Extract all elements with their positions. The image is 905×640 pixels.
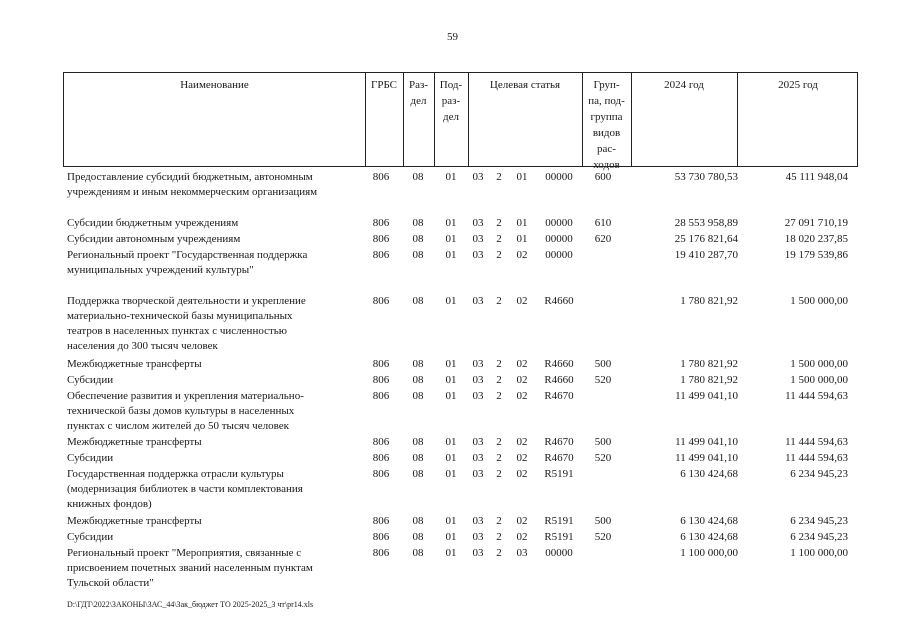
cell-pr: 01: [445, 452, 457, 464]
cell-rz: 08: [412, 390, 424, 402]
cell-vr: 500: [594, 358, 612, 370]
cell-t4: R5191: [544, 515, 574, 527]
cell-vr: 620: [594, 233, 612, 245]
cell-pr: 01: [445, 233, 457, 245]
cell-v2024: 6 130 424,68: [680, 515, 738, 527]
cell-t3: 01: [516, 233, 528, 245]
cell-t1: 03: [472, 547, 484, 559]
header-grbs: ГРБС: [370, 79, 398, 91]
header-razdel: Раз- дел: [408, 79, 428, 107]
cell-t3: 02: [516, 436, 528, 448]
cell-grbs: 806: [372, 233, 390, 245]
cell-t4: R4670: [544, 452, 574, 464]
cell-t2: 2: [496, 295, 502, 307]
cell-pr: 01: [445, 358, 457, 370]
cell-t2: 2: [496, 436, 502, 448]
cell-grbs: 806: [372, 171, 390, 183]
cell-pr: 01: [445, 171, 457, 183]
row-name: Субсидии: [67, 531, 114, 543]
cell-t4: R4670: [544, 436, 574, 448]
cell-rz: 08: [412, 374, 424, 386]
header-target: Целевая статья: [489, 79, 561, 91]
cell-grbs: 806: [372, 468, 390, 480]
cell-t1: 03: [472, 217, 484, 229]
cell-vr: 500: [594, 436, 612, 448]
cell-v2024: 1 780 821,92: [680, 295, 738, 307]
cell-grbs: 806: [372, 390, 390, 402]
cell-v2024: 19 410 287,70: [674, 249, 738, 261]
cell-t1: 03: [472, 233, 484, 245]
cell-t2: 2: [496, 390, 502, 402]
cell-t4: R4660: [544, 358, 574, 370]
cell-rz: 08: [412, 217, 424, 229]
row-name: Государственная поддержка отрасли культуры (модернизация библиотек в части комплектования книжных фондов): [67, 468, 303, 510]
cell-t4: R5191: [544, 468, 574, 480]
cell-t3: 01: [516, 217, 528, 229]
cell-grbs: 806: [372, 452, 390, 464]
cell-t4: R4660: [544, 374, 574, 386]
cell-t4: 00000: [545, 217, 573, 229]
cell-grbs: 806: [372, 436, 390, 448]
cell-t1: 03: [472, 295, 484, 307]
cell-v2025: 11 444 594,63: [785, 390, 848, 402]
cell-t3: 02: [516, 531, 528, 543]
header-2025: 2025 год: [778, 79, 818, 91]
cell-rz: 08: [412, 547, 424, 559]
cell-rz: 08: [412, 233, 424, 245]
cell-t3: 03: [516, 547, 528, 559]
cell-v2024: 11 499 041,10: [675, 452, 738, 464]
row-name: Субсидии бюджетным учреждениям: [67, 217, 239, 229]
row-name: Поддержка творческой деятельности и укрепление материально-технической базы муниципальных театров в населенных пунктах с численностью населения до 300 тысяч человек: [67, 295, 306, 352]
cell-pr: 01: [445, 217, 457, 229]
cell-pr: 01: [445, 547, 457, 559]
cell-t2: 2: [496, 217, 502, 229]
cell-grbs: 806: [372, 295, 390, 307]
cell-t2: 2: [496, 452, 502, 464]
cell-rz: 08: [412, 531, 424, 543]
cell-grbs: 806: [372, 531, 390, 543]
cell-v2025: 1 500 000,00: [790, 295, 848, 307]
cell-t1: 03: [472, 249, 484, 261]
cell-v2025: 6 234 945,23: [790, 531, 848, 543]
cell-t4: R4670: [544, 390, 574, 402]
cell-t3: 01: [516, 171, 528, 183]
cell-v2024: 11 499 041,10: [675, 436, 738, 448]
cell-v2025: 11 444 594,63: [785, 452, 848, 464]
cell-grbs: 806: [372, 358, 390, 370]
cell-t3: 02: [516, 249, 528, 261]
cell-t4: R5191: [544, 531, 574, 543]
cell-t2: 2: [496, 515, 502, 527]
cell-v2025: 18 020 237,85: [784, 233, 848, 245]
cell-t2: 2: [496, 547, 502, 559]
cell-v2025: 1 100 000,00: [790, 547, 848, 559]
cell-t4: 00000: [545, 171, 573, 183]
cell-v2025: 6 234 945,23: [790, 468, 848, 480]
row-name: Субсидии: [67, 452, 114, 464]
cell-t4: 00000: [545, 233, 573, 245]
cell-rz: 08: [412, 468, 424, 480]
cell-v2025: 19 179 539,86: [784, 249, 848, 261]
cell-v2024: 53 730 780,53: [674, 171, 738, 183]
header-name: Наименование: [180, 79, 249, 91]
cell-pr: 01: [445, 515, 457, 527]
cell-rz: 08: [412, 452, 424, 464]
row-name: Субсидии автономным учреждениям: [67, 233, 241, 245]
cell-pr: 01: [445, 374, 457, 386]
cell-v2025: 1 500 000,00: [790, 358, 848, 370]
row-name: Межбюджетные трансферты: [67, 515, 202, 527]
row-name: Региональный проект "Мероприятия, связанные с присвоением почетных званий населенным пунктам Тульской области": [67, 547, 313, 589]
cell-vr: 520: [594, 531, 612, 543]
cell-v2024: 6 130 424,68: [680, 531, 738, 543]
cell-t2: 2: [496, 468, 502, 480]
row-name: Межбюджетные трансферты: [67, 436, 202, 448]
row-name: Межбюджетные трансферты: [67, 358, 202, 370]
cell-t1: 03: [472, 171, 484, 183]
cell-t1: 03: [472, 531, 484, 543]
cell-t2: 2: [496, 171, 502, 183]
cell-v2025: 6 234 945,23: [790, 515, 848, 527]
cell-grbs: 806: [372, 374, 390, 386]
header-podrazdel: Под- раз- дел: [439, 79, 463, 123]
cell-t4: R4660: [544, 295, 574, 307]
row-name: Субсидии: [67, 374, 114, 386]
header-vid: Груп- па, под- группа видов рас- ходов: [588, 79, 625, 171]
cell-v2025: 11 444 594,63: [785, 436, 848, 448]
cell-v2024: 28 553 958,89: [674, 217, 738, 229]
cell-t1: 03: [472, 436, 484, 448]
cell-t3: 02: [516, 452, 528, 464]
cell-t2: 2: [496, 358, 502, 370]
cell-v2025: 27 091 710,19: [784, 217, 848, 229]
cell-rz: 08: [412, 436, 424, 448]
cell-t1: 03: [472, 468, 484, 480]
cell-t3: 02: [516, 390, 528, 402]
row-name: Региональный проект "Государственная поддержка муниципальных учреждений культуры": [67, 249, 308, 276]
cell-t2: 2: [496, 233, 502, 245]
cell-rz: 08: [412, 249, 424, 261]
cell-rz: 08: [412, 171, 424, 183]
cell-pr: 01: [445, 468, 457, 480]
cell-v2024: 1 100 000,00: [680, 547, 738, 559]
cell-rz: 08: [412, 295, 424, 307]
page-number: 59: [447, 31, 458, 43]
cell-pr: 01: [445, 531, 457, 543]
cell-t4: 00000: [545, 249, 573, 261]
cell-v2025: 45 111 948,04: [785, 171, 848, 183]
file-path-footer: D:\ГДТ\2022\ЗАКОНЫ\ЗАС_44\Зак_бюджет ТО 2025-2025_3 чт\pr14.xls: [67, 600, 314, 609]
cell-t3: 02: [516, 358, 528, 370]
cell-rz: 08: [412, 358, 424, 370]
table-header: [63, 72, 858, 171]
cell-t1: 03: [472, 374, 484, 386]
cell-grbs: 806: [372, 515, 390, 527]
cell-v2024: 1 780 821,92: [680, 374, 738, 386]
cell-t4: 00000: [545, 547, 573, 559]
cell-pr: 01: [445, 436, 457, 448]
cell-t3: 02: [516, 515, 528, 527]
cell-vr: 610: [594, 217, 612, 229]
cell-t1: 03: [472, 390, 484, 402]
cell-v2024: 11 499 041,10: [675, 390, 738, 402]
cell-pr: 01: [445, 390, 457, 402]
cell-v2024: 6 130 424,68: [680, 468, 738, 480]
cell-vr: 500: [594, 515, 612, 527]
cell-pr: 01: [445, 249, 457, 261]
cell-t3: 02: [516, 295, 528, 307]
cell-t1: 03: [472, 358, 484, 370]
cell-vr: 520: [594, 374, 612, 386]
cell-t1: 03: [472, 452, 484, 464]
cell-grbs: 806: [372, 547, 390, 559]
row-name: Обеспечение развития и укрепления материально- технической базы домов культуры в населенных пунктах с числом жителей до 50 тысяч человек: [67, 390, 304, 432]
cell-v2025: 1 500 000,00: [790, 374, 848, 386]
cell-t2: 2: [496, 249, 502, 261]
cell-pr: 01: [445, 295, 457, 307]
cell-v2024: 1 780 821,92: [680, 358, 738, 370]
cell-vr: 600: [594, 171, 612, 183]
cell-t3: 02: [516, 374, 528, 386]
cell-rz: 08: [412, 515, 424, 527]
cell-grbs: 806: [372, 249, 390, 261]
header-2024: 2024 год: [664, 79, 704, 91]
cell-t2: 2: [496, 374, 502, 386]
cell-v2024: 25 176 821,64: [674, 233, 738, 245]
row-name: Предоставление субсидий бюджетным, автономным учреждениям и иным некоммерческим организациям: [67, 171, 318, 198]
cell-t3: 02: [516, 468, 528, 480]
cell-grbs: 806: [372, 217, 390, 229]
cell-t1: 03: [472, 515, 484, 527]
cell-vr: 520: [594, 452, 612, 464]
cell-t2: 2: [496, 531, 502, 543]
